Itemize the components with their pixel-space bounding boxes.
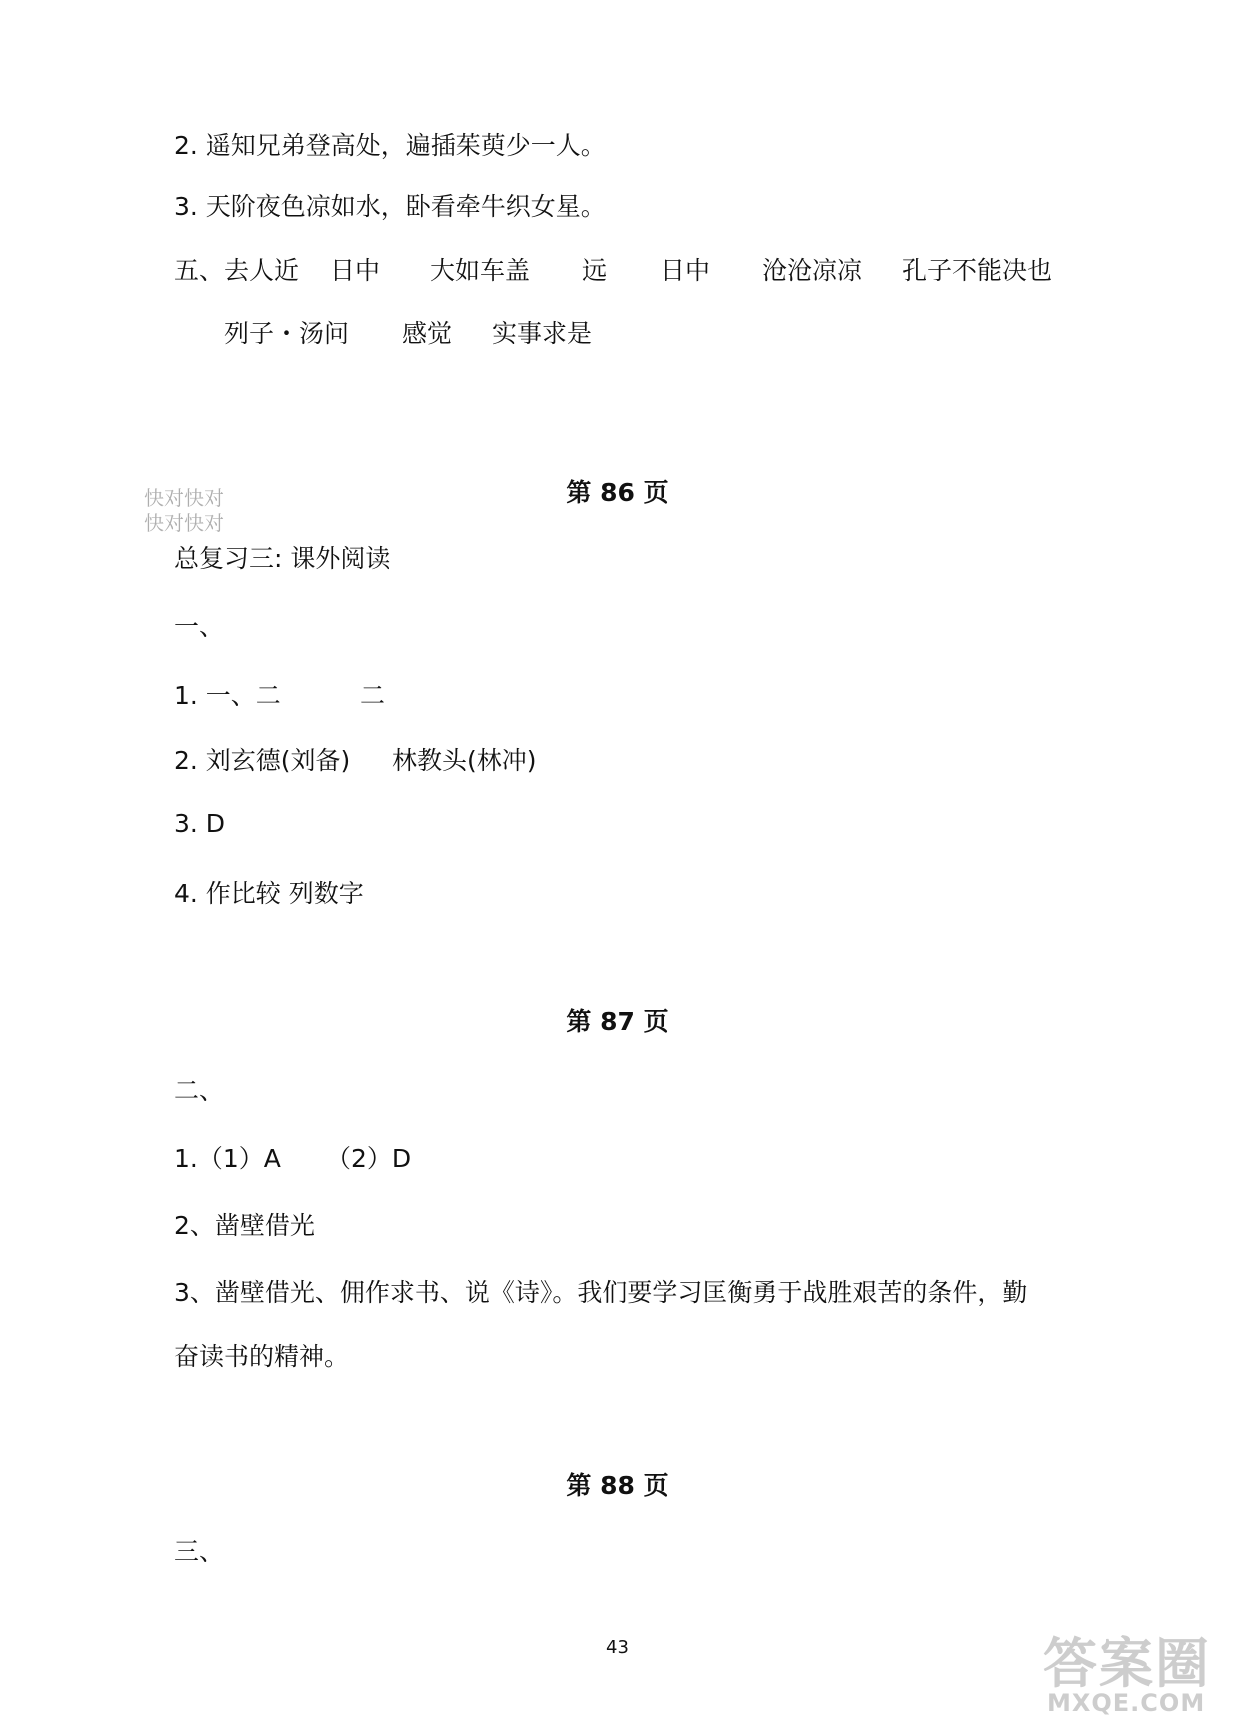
watermark-text: 快对快对	[144, 486, 224, 510]
row-five-cell: 日中	[330, 256, 381, 285]
page-heading-86: 第 86 页	[566, 478, 669, 507]
answer-text: 二	[360, 681, 386, 710]
answer-text: 奋读书的精神。	[174, 1342, 350, 1371]
answer-line-3: 3. 天阶夜色凉如水，卧看牵牛织女星。	[174, 192, 606, 221]
answer-text: 4. 作比较 列数字	[174, 879, 364, 908]
row-five-cell: 大如车盖	[430, 256, 531, 285]
row-five-cont-cell: 实事求是	[492, 319, 593, 348]
logo-site: MXQE.COM	[1047, 1689, 1206, 1717]
row-five-cont-cell: 列子・汤问	[224, 319, 350, 348]
answer-text: 3. D	[174, 809, 226, 838]
row-five-cont-cell: 感觉	[402, 319, 453, 348]
part-label-one: 一、	[174, 612, 225, 641]
page-heading-88: 第 88 页	[566, 1471, 669, 1500]
page-heading-87: 第 87 页	[566, 1007, 669, 1036]
logo-text: 答案圈	[1043, 1632, 1211, 1695]
row-five-cell: 五、去人近	[174, 256, 300, 285]
section-title: 总复习三: 课外阅读	[174, 544, 391, 573]
answer-text: 3、凿壁借光、佣作求书、说《诗》。我们要学习匡衡勇于战胜艰苦的条件，勤	[174, 1278, 1028, 1307]
page-number: 43	[606, 1637, 629, 1658]
answer-text: 林教头(林冲)	[392, 746, 537, 775]
answer-text: （2）D	[326, 1144, 412, 1173]
row-five-cell: 沧沧凉凉	[762, 256, 863, 285]
watermark-text: 快对快对	[144, 511, 224, 535]
answer-circle-watermark-logo	[1033, 1617, 1229, 1725]
answer-line-2: 2. 遥知兄弟登高处，遍插茱萸少一人。	[174, 131, 606, 160]
row-five-cell: 孔子不能决也	[902, 256, 1053, 285]
answer-text: 1. 一、二	[174, 681, 281, 710]
answer-text: 1.（1）A	[174, 1144, 281, 1173]
row-five-cell: 远	[582, 256, 608, 285]
answer-text: 2. 刘玄德(刘备)	[174, 746, 351, 775]
part-label-three: 三、	[174, 1537, 225, 1566]
part-label-two: 二、	[174, 1076, 225, 1105]
answer-text: 2、凿壁借光	[174, 1211, 315, 1240]
row-five-cell: 日中	[660, 256, 711, 285]
